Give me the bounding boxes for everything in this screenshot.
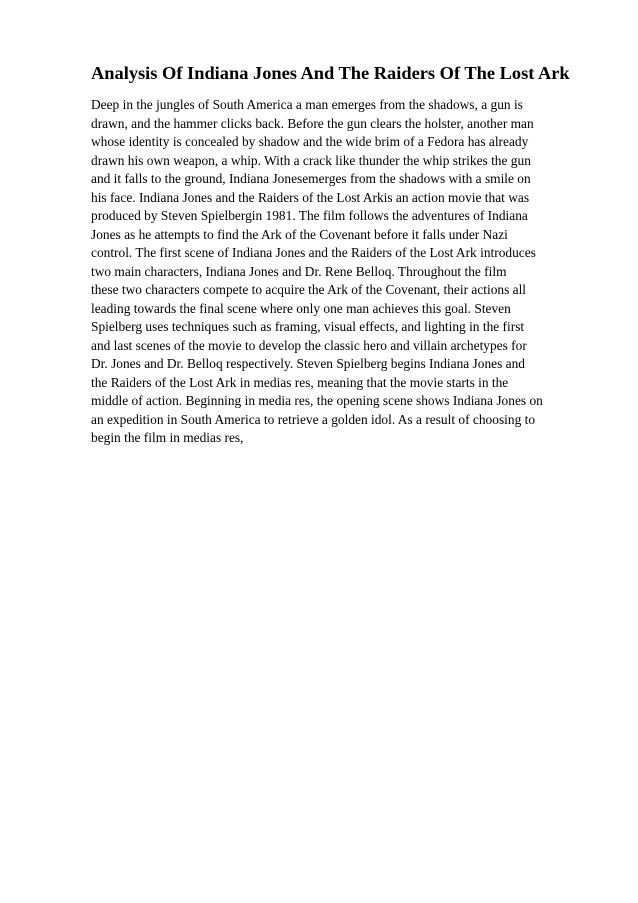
body-line: begin the film in medias res, (91, 430, 244, 445)
body-line: drawn his own weapon, a whip. With a crack like thunder the whip strikes the gun (91, 152, 531, 168)
body-line: Spielberg uses techniques such as framing, visual effects, and lighting in the first (91, 319, 525, 334)
body-line: control. The first scene of Indiana Jones and the Raiders of the Lost Ark introduces (91, 245, 536, 260)
body-line: and it falls to the ground, Indiana Jonesemerges from the shadows with a smile on (91, 171, 531, 186)
body-line: whose identity is concealed by shadow and the wide brim of a Fedora has already (91, 134, 529, 149)
body-line: Deep in the jungles of South America a man emerges from the shadows, a gun is (91, 97, 523, 112)
document-body (91, 96, 601, 448)
body-line: the Raiders of the Lost Ark in medias res, meaning that the movie starts in the (91, 374, 509, 390)
body-line: Dr. Jones and Dr. Belloq respectively. Steven Spielberg begins Indiana Jones and (91, 356, 525, 371)
body-line: these two characters compete to acquire the Ark of the Covenant, their actions all (91, 282, 527, 297)
body-line: middle of action. Beginning in media res, the opening scene shows Indiana Jones on (91, 393, 543, 408)
body-line: drawn, and the hammer clicks back. Before the gun clears the holster, another man (91, 115, 534, 131)
body-line: produced by Steven Spielbergin 1981. The film follows the adventures of Indiana (91, 208, 528, 223)
body-line: two main characters, Indiana Jones and Dr. Rene Belloq. Throughout the film (91, 263, 507, 279)
document-title: Analysis Of Indiana Jones And The Raiders Of The Lost Ark (91, 63, 570, 83)
body-line: and last scenes of the movie to develop the classic hero and villain archetypes for (91, 337, 527, 353)
body-line: an expedition in South America to retrieve a golden idol. As a result of choosing to (91, 411, 536, 427)
body-line: leading towards the final scene where only one man achieves this goal. Steven (91, 300, 511, 316)
body-line: his face. Indiana Jones and the Raiders of the Lost Arkis an action movie that was (91, 189, 530, 205)
body-line: Jones as he attempts to find the Ark of the Covenant before it falls under Nazi (91, 226, 508, 242)
